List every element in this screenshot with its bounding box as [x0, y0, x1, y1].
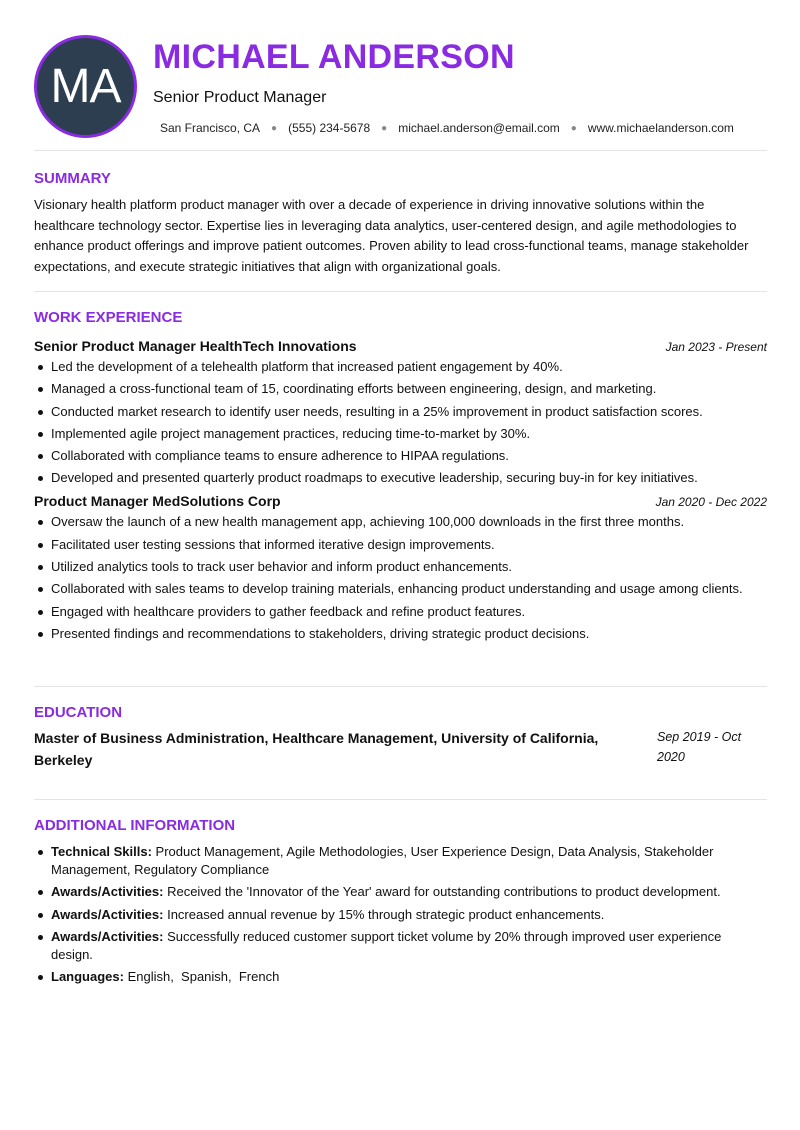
list-item: Collaborated with compliance teams to ensure adherence to HIPAA regulations. [34, 447, 767, 465]
list-item: Led the development of a telehealth platform that increased patient engagement by 40%. [34, 358, 767, 376]
job-bullets [34, 358, 767, 487]
item-label: Awards/Activities: [51, 906, 164, 922]
education-entry [34, 727, 767, 771]
list-item: Facilitated user testing sessions that informed iterative design improvements. [34, 536, 767, 554]
job-header [34, 493, 767, 509]
section-heading: WORK EXPERIENCE [34, 309, 183, 326]
job-entry [34, 338, 767, 487]
list-item: Utilized analytics tools to track user behavior and inform product enhancements. [34, 558, 767, 576]
list-item [34, 883, 767, 901]
summary-text: Visionary health platform product manager with over a decade of experience in driving innovative solutions within the healthcare technology sector. Expertise lies in leveraging data analytics, user-centered design, and agile methodologies to enhance product offerings and improve patient outcomes. Proven ability to lead cross-functional teams, manage stakeholder expectations, and execute strategic initiatives that align with organizational goals. [34, 197, 749, 274]
list-item [34, 843, 767, 879]
job-role: Senior Product Manager HealthTech Innovations [34, 338, 357, 354]
divider [34, 799, 767, 800]
website-link[interactable]: www.michaelanderson.com [587, 121, 734, 135]
job-header [34, 338, 767, 354]
education-section [34, 704, 767, 771]
item-text: Received the 'Innovator of the Year' award for outstanding contributions to product development. [163, 884, 721, 900]
education-date: Sep 2019 - Oct 2020 [657, 730, 742, 764]
item-text: Product Management, Agile Methodologies, User Experience Design, Data Analysis, Stakeholder Management, Regulatory Compliance [51, 844, 718, 877]
experience-section [34, 309, 767, 647]
divider [34, 291, 767, 292]
summary-section [34, 170, 767, 277]
job-role: Product Manager MedSolutions Corp [34, 493, 281, 510]
list-item: Presented findings and recommendations to stakeholders, driving strategic product decisions. [34, 625, 767, 643]
item-text: Increased annual revenue by 15% through strategic product enhancements. [163, 906, 605, 922]
additional-section [34, 817, 767, 990]
job-date: Jan 2023 - Present [665, 340, 767, 354]
phone: (555) 234-5678 [288, 121, 371, 135]
job-title: Senior Product Manager [153, 89, 327, 106]
job-bullets [34, 513, 767, 642]
location: San Francisco, CA [160, 121, 261, 135]
degree: Master of Business Administration, Healthcare Management, University of California, Berkeley [34, 730, 599, 768]
separator-dot: ● [381, 122, 388, 134]
section-heading: ADDITIONAL INFORMATION [34, 817, 236, 834]
list-item: Engaged with healthcare providers to gather feedback and refine product features. [34, 603, 767, 621]
list-item: Oversaw the launch of a new health management app, achieving 100,000 downloads in the first three months. [34, 513, 767, 531]
item-label: Technical Skills: [51, 844, 152, 859]
list-item [34, 968, 767, 986]
candidate-name: MICHAEL ANDERSON [153, 38, 515, 76]
contact-line [160, 121, 734, 135]
section-heading: SUMMARY [34, 170, 111, 187]
separator-dot: ● [271, 122, 278, 134]
list-item: Managed a cross-functional team of 15, coordinating efforts between engineering, design, and marketing. [34, 380, 767, 398]
job-date: Jan 2020 - Dec 2022 [655, 495, 767, 510]
item-text: English, Spanish, French [123, 969, 280, 985]
item-text: Successfully reduced customer support ticket volume by 20% through improved user experience design. [51, 928, 725, 962]
list-item: Implemented agile project management practices, reducing time-to-market by 30%. [34, 425, 767, 443]
avatar-initials: MA [34, 35, 137, 138]
list-item [34, 906, 767, 924]
separator-dot: ● [570, 122, 577, 134]
divider [34, 686, 767, 687]
item-label: Awards/Activities: [51, 928, 164, 944]
list-item: Conducted market research to identify user needs, resulting in a 25% improvement in product satisfaction scores. [34, 403, 767, 421]
section-heading: EDUCATION [34, 704, 123, 721]
list-item [34, 928, 767, 964]
job-entry [34, 493, 767, 642]
item-label: Languages: [51, 969, 124, 985]
email-link[interactable]: michael.anderson@email.com [398, 121, 560, 135]
divider [34, 150, 767, 151]
list-item: Developed and presented quarterly product roadmaps to executive leadership, securing buy-in for key initiatives. [34, 469, 767, 487]
item-label: Awards/Activities: [51, 884, 164, 900]
list-item: Collaborated with sales teams to develop training materials, enhancing product understanding and usage among clients. [34, 580, 767, 598]
